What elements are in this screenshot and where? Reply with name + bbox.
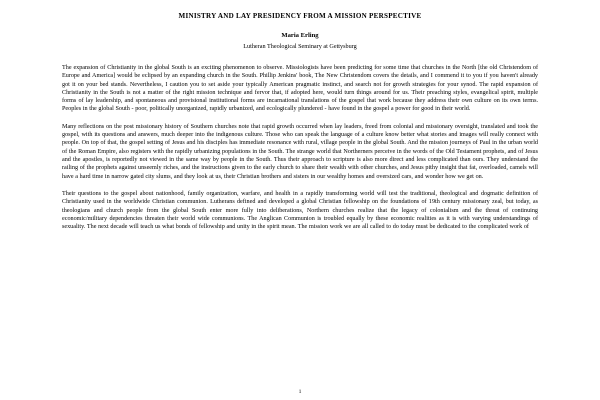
body-paragraph: Their questions to the gospel about nationhood, family organization, warfare, and health in a rapidly transforming world will test the traditional, theological and dogmatic definition of Christianity used in the worldwide Christian communion. Lutherans defined and developed a global Christian fellowship on the foundations of 19th century missionary zeal, but today, as theologians and church people from the global South enter more fully into deliberations, Northern churches realize that the legacy of colonialism and the threat of continuing economic/military dependencies threaten their world wide communions. The Anglican Communion is troubled equally by these economic realities as it is with varying understandings of sexuality. The next decade will teach us what bonds of fellowship and unity in the spirit mean. The mission work we are all called to do today must be dedicated to the complicated work of <box>62 191 538 231</box>
page-title: MINISTRY AND LAY PRESIDENCY FROM A MISSION PERSPECTIVE <box>178 12 422 20</box>
body-paragraph: The expansion of Christianity in the global South is an exciting phenomenon to observe. Missiologists have been predicting for some time that churches in the North [the old Christendom of Europe and America] would be eclipsed by an expanding church in the South. Phillip Jenkins' book, The New Christendom covers the details, and I commend it to you if you haven't already got it on your bed stands. Nevertheless, I caution you to set aside your typically American pragmatic instinct, and search not for growth strategies for your synod. The rapid expansion of Christianity in the South is not a matter of the right mission technique and fervor that, if adopted here, would turn things around for us. Their preaching styles, evangelical spirit, multiple forms of lay leadership, and spontaneous and provisional institutional forms are incarnational translations of the gospel that work because they address their own culture on its own terms. Peoples in the global South - poor, politically unorganized, rapidly urbanized, and ecologically plundered - have found in the gospel a power for good in their world. <box>62 64 538 113</box>
author-name: Maria Erling <box>281 31 319 39</box>
page-number: 1 <box>298 389 302 396</box>
body-paragraph: Many reflections on the post missionary history of Southern churches note that rapid growth occurred when lay leaders, freed from colonial and missionary oversight, translated and took the gospel, with its questions and answers, much deeper into the indigenous culture. Those who can speak the language of a culture know better what stories and images will really connect with people. On top of that, the gospel setting of Jesus and his disciples has immediate resonance with rural, village people in the global South. And the mission journeys of Paul in the urban world of the Roman Empire, also registers with the rapidly urbanizing populations in the South. The strange world that Northerners perceive in the words of the Old Testament prophets, and of Jesus and the apostles, is reportedly not viewed in the same way by people in the South. Thus their approach to scripture is also more direct and less complicated than ours. They understand the railing of the prophets against unseemly riches, and the instructions given to the early church to share their wealth with other churches, and Jesus pithy insight that fat, overloaded, camels will have a hard time in narrow gated city slums, and they look at us, their Christian brothers and sisters in our wealthy homes and oversized cars, and wonder how we get on. <box>62 123 538 180</box>
author-affiliation: Lutheran Theological Seminary at Gettysburg <box>243 43 357 51</box>
